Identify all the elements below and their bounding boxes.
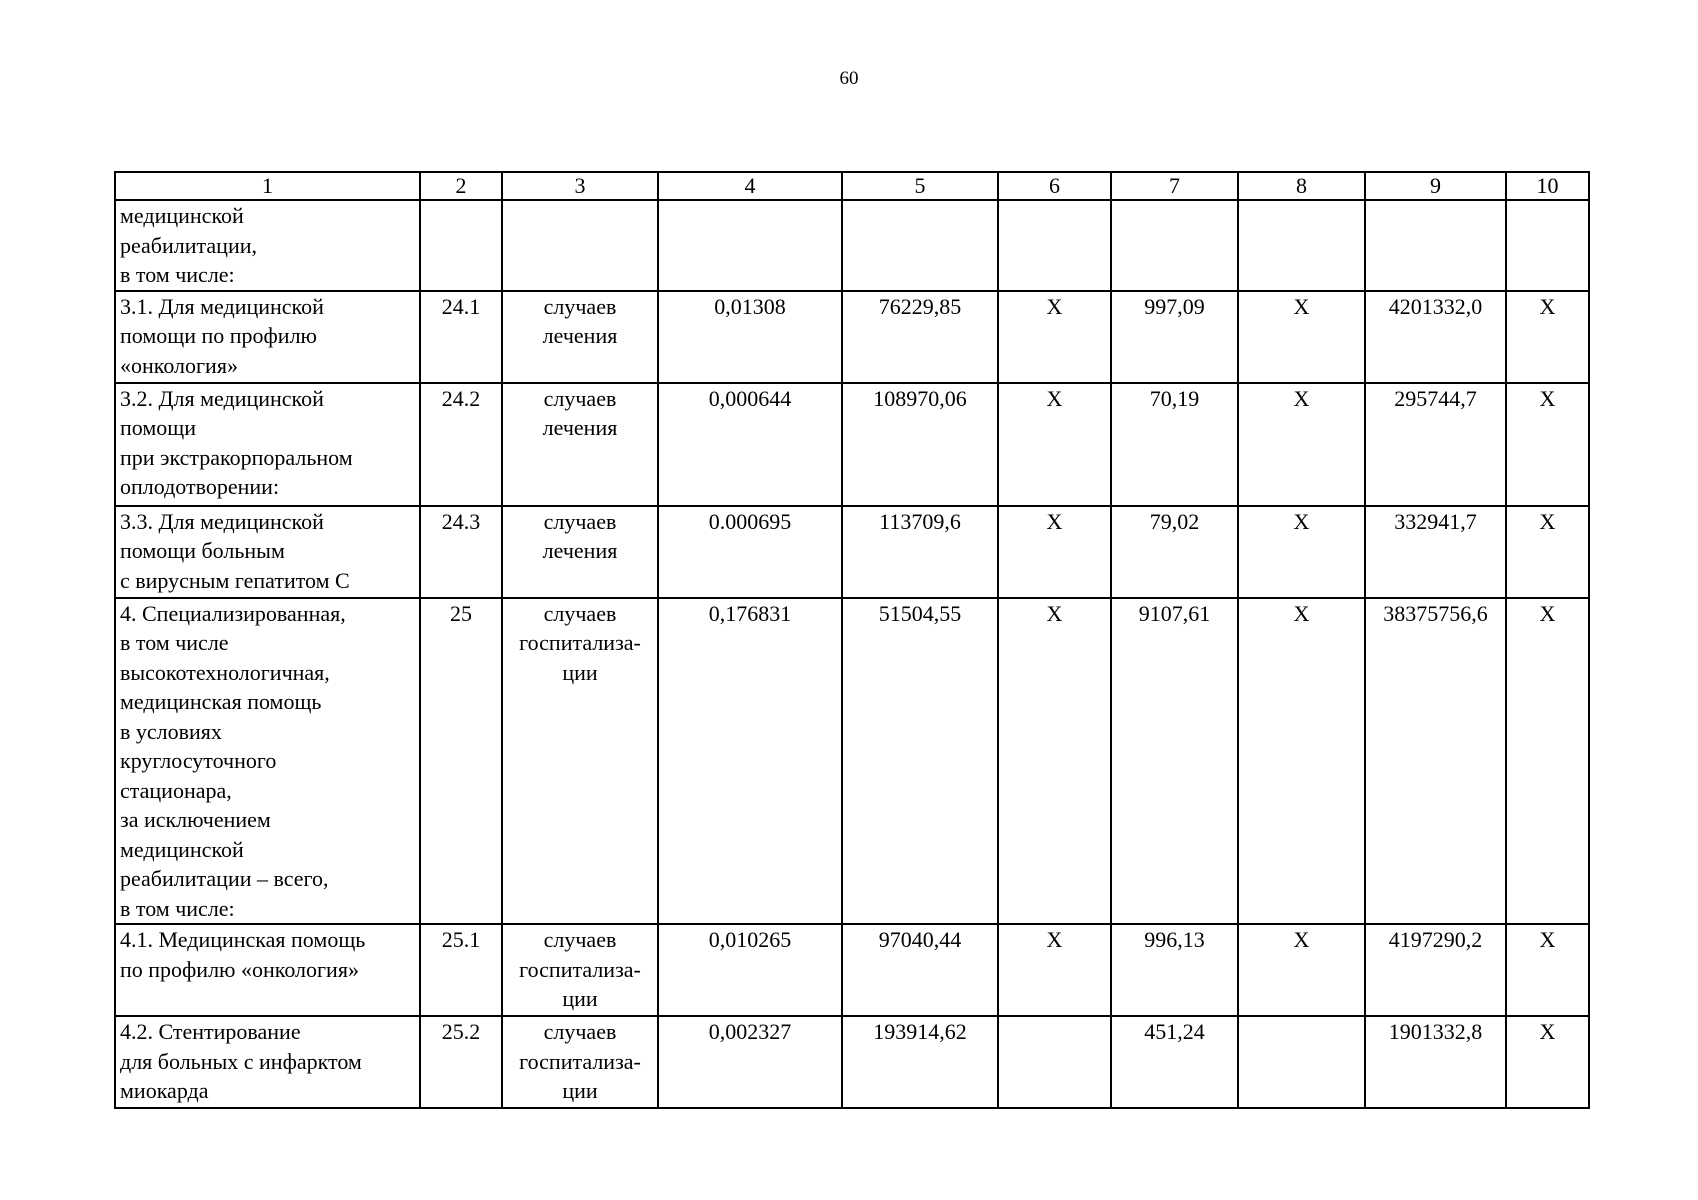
column-number-cell: 3 (502, 172, 658, 200)
value-cell: 51504,55 (842, 598, 998, 925)
value-cell: 451,24 (1111, 1016, 1238, 1108)
value-cell (842, 200, 998, 291)
row-code-cell (420, 200, 502, 291)
value-cell: 97040,44 (842, 924, 998, 1016)
unit-cell: случаев лечения (502, 506, 658, 598)
value-cell (1365, 200, 1506, 291)
value-cell: X (1238, 291, 1365, 383)
value-cell (1238, 1016, 1365, 1108)
row-code-cell: 24.3 (420, 506, 502, 598)
value-cell: 332941,7 (1365, 506, 1506, 598)
value-cell: X (998, 924, 1111, 1016)
column-number-cell: 8 (1238, 172, 1365, 200)
value-cell: 9107,61 (1111, 598, 1238, 925)
value-cell: 4201332,0 (1365, 291, 1506, 383)
table-row (115, 200, 1589, 291)
row-label-cell: 4.1. Медицинская помощь по профилю «онкология» (115, 924, 420, 1016)
value-cell (658, 200, 842, 291)
value-cell (998, 200, 1111, 291)
value-cell: 70,19 (1111, 383, 1238, 506)
value-cell: X (1238, 598, 1365, 925)
row-label-cell: 3.1. Для медицинской помощи по профилю «онкология» (115, 291, 420, 383)
value-cell: X (1506, 383, 1589, 506)
table-row (115, 1016, 1589, 1108)
unit-cell (502, 200, 658, 291)
table-row (115, 598, 1589, 925)
value-cell: X (1506, 598, 1589, 925)
unit-cell: случаев госпитализа- ции (502, 924, 658, 1016)
value-cell: X (998, 291, 1111, 383)
value-cell: 295744,7 (1365, 383, 1506, 506)
row-code-cell: 25.1 (420, 924, 502, 1016)
value-cell: X (1506, 924, 1589, 1016)
table-row (115, 291, 1589, 383)
data-table (114, 171, 1590, 1109)
row-label-cell: 4. Специализированная, в том числе высокотехнологичная, медицинская помощь в условиях круглосуточного стационара, за исключением медицинской реабилитации – всего, в том числе: (115, 598, 420, 925)
unit-cell: случаев лечения (502, 383, 658, 506)
value-cell: 79,02 (1111, 506, 1238, 598)
value-cell: X (998, 383, 1111, 506)
page-number: 60 (839, 68, 859, 89)
value-cell (1111, 200, 1238, 291)
value-cell: 193914,62 (842, 1016, 998, 1108)
table-row (115, 383, 1589, 506)
value-cell: X (998, 506, 1111, 598)
value-cell: 108970,06 (842, 383, 998, 506)
table-row (115, 924, 1589, 1016)
column-number-cell: 9 (1365, 172, 1506, 200)
value-cell: 997,09 (1111, 291, 1238, 383)
table-header-row (115, 172, 1589, 200)
value-cell: 0.000695 (658, 506, 842, 598)
value-cell: 1901332,8 (1365, 1016, 1506, 1108)
column-number-cell: 1 (115, 172, 420, 200)
value-cell: 38375756,6 (1365, 598, 1506, 925)
unit-cell: случаев госпитализа- ции (502, 598, 658, 925)
value-cell: 113709,6 (842, 506, 998, 598)
row-code-cell: 24.1 (420, 291, 502, 383)
column-number-cell: 6 (998, 172, 1111, 200)
value-cell: 0,002327 (658, 1016, 842, 1108)
value-cell: X (998, 598, 1111, 925)
value-cell: 0,000644 (658, 383, 842, 506)
row-code-cell: 25.2 (420, 1016, 502, 1108)
table-row (115, 506, 1589, 598)
row-code-cell: 25 (420, 598, 502, 925)
row-label-cell: 3.2. Для медицинской помощи при экстракорпоральном оплодотворении: (115, 383, 420, 506)
value-cell: X (1506, 291, 1589, 383)
row-label-cell: 3.3. Для медицинской помощи больным с вирусным гепатитом С (115, 506, 420, 598)
value-cell: 76229,85 (842, 291, 998, 383)
row-code-cell: 24.2 (420, 383, 502, 506)
value-cell: X (1506, 1016, 1589, 1108)
column-number-cell: 7 (1111, 172, 1238, 200)
column-number-cell: 10 (1506, 172, 1589, 200)
row-label-cell: 4.2. Стентирование для больных с инфарктом миокарда (115, 1016, 420, 1108)
value-cell: 0,176831 (658, 598, 842, 925)
value-cell: 0,010265 (658, 924, 842, 1016)
value-cell: 996,13 (1111, 924, 1238, 1016)
row-label-cell: медицинской реабилитации, в том числе: (115, 200, 420, 291)
value-cell: X (1238, 506, 1365, 598)
value-cell: 4197290,2 (1365, 924, 1506, 1016)
value-cell (998, 1016, 1111, 1108)
column-number-cell: 2 (420, 172, 502, 200)
unit-cell: случаев лечения (502, 291, 658, 383)
value-cell: X (1238, 383, 1365, 506)
value-cell (1238, 200, 1365, 291)
value-cell: X (1506, 506, 1589, 598)
column-number-cell: 4 (658, 172, 842, 200)
value-cell (1506, 200, 1589, 291)
value-cell: X (1238, 924, 1365, 1016)
unit-cell: случаев госпитализа- ции (502, 1016, 658, 1108)
column-number-cell: 5 (842, 172, 998, 200)
value-cell: 0,01308 (658, 291, 842, 383)
